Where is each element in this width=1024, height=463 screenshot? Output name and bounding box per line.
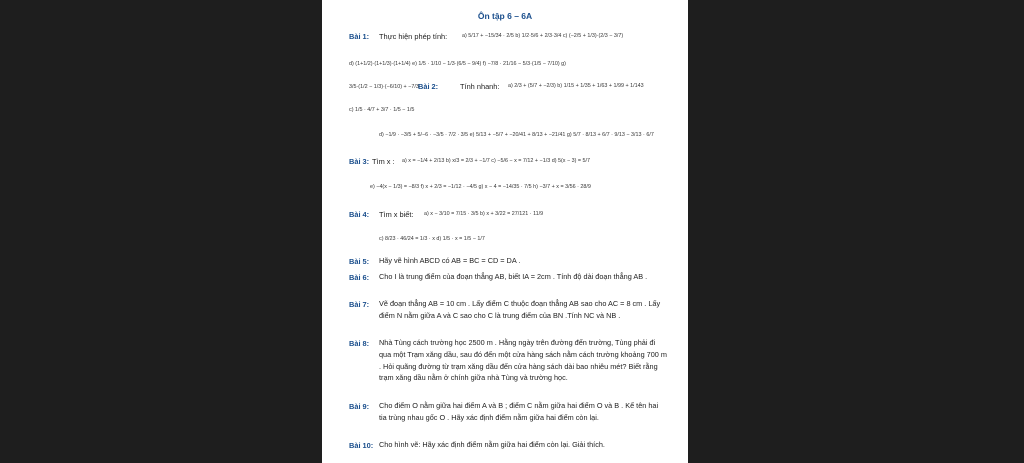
document-title: Ôn tập 6 – 6A (477, 11, 533, 21)
exercise-10-text: Cho hình vẽ: Hãy xác định điểm nằm giữa hai điểm còn lại. Giải thích. (379, 440, 605, 449)
exercise-6-text: Cho I là trung điểm của đoạn thẳng AB, biết IA = 2cm . Tính độ dài đoạn thẳng AB . (379, 272, 648, 281)
exercise-7-label: Bài 7: (349, 300, 370, 309)
exercise-7-text: Vẽ đoạn thẳng AB = 10 cm . Lấy điểm C thuộc đoạn thẳng AB sao cho AC = 8 cm . Lấy điểm N nằm giữa A và C sao cho C là trung điểm của BN .Tính NC và NB . (379, 299, 661, 320)
exercise-2-formula-line3: d) −1/9 · −3/5 + 5/−6 · −3/5 · 7/2 · 3/5 e) 5/13 + −5/7 + −20/41 + 8/13 + −21/41 g) 5/7 · 8/13 + 6/7 · 9/13 − 3/13 · 6/7 (379, 132, 654, 138)
exercise-1-formula-line2: d) (1+1/2)·(1+1/3)·(1+1/4) e) 1/5 · 1/10 − 1/3·(6/5 − 9/4) f) −7/8 · 21/16 − 5/3·(1/5 − 7/10) g) (349, 61, 566, 67)
exercise-4-formula-line2: c) 8/23 · 46/24 = 1/3 · x d) 1/5 · x = 1/5 − 1/7 (379, 236, 485, 242)
exercise-1-formula-line1: a) 5/17 + −15/34 · 2/5 b) 1/2·5/6 + 2/3·3/4 c) (−2/5 + 1/3)·(2/3 − 3/7) (462, 33, 624, 39)
exercise-3-formula-line2: e) −4(x − 1/3) = −8/3 f) x + 2/3 = −1/12 · −4/5 g) x − 4 = −14/35 · 7/5 h) −3/7 + x = 3/56 · 28/9 (370, 184, 591, 190)
exercise-1-formula-line3: 3/5·(1/2 − 1/3)·(−6/10) + −7/3 (349, 84, 419, 90)
exercise-4-label: Bài 4: (349, 210, 370, 219)
exercise-3-label: Bài 3: (349, 157, 370, 166)
exercise-9-label: Bài 9: (349, 402, 370, 411)
exercise-8-text: Nhà Tùng cách trường học 2500 m . Hằng ngày trên đường đến trường, Tùng phải đi qua một Trạm xăng dầu, sau đó đến một cửa hàng sách nằm cách trường khoảng 700 m . Hỏi quãng đường từ trạm xăng dầu đến cửa hàng sách dài bao nhiêu mét? Biết rằng trạm xăng dầu nằm ở chính giữa nhà Tùng và trường học. (379, 338, 667, 383)
exercise-1-text: Thực hiện phép tính: (379, 32, 448, 41)
exercise-1-label: Bài 1: (349, 32, 370, 41)
exercise-4-text: Tìm x biết: (379, 210, 414, 219)
exercise-2-label: Bài 2: (418, 82, 439, 91)
exercise-4-formula-line1: a) x − 3/10 = 7/15 · 3/5 b) x + 3/22 = 27/121 · 11/9 (424, 211, 544, 217)
exercise-3-text: Tìm x : (372, 157, 395, 166)
exercise-8-label: Bài 8: (349, 339, 370, 348)
exercise-5-text: Hãy vẽ hình ABCD có AB = BC = CD = DA . (379, 256, 521, 265)
exercise-5-label: Bài 5: (349, 257, 370, 266)
exercise-2-formula-line1: a) 2/3 + (5/7 + −2/3) b) 1/15 + 1/35 + 1/63 + 1/99 + 1/143 (508, 83, 644, 89)
exercise-2-formula-line2: c) 1/5 · 4/7 + 3/7 · 1/5 − 1/5 (349, 107, 415, 113)
document-page (322, 0, 688, 463)
exercise-9-text: Cho điểm O nằm giữa hai điểm A và B ; điểm C nằm giữa hai điểm O và B . Kể tên hai tia trùng nhau gốc O . Hãy xác định điểm nằm giữa hai điểm còn lại. (379, 401, 659, 422)
exercise-3-formula-line1: a) x = −1/4 + 2/13 b) x/3 = 2/3 + −1/7 c) −5/6 − x = 7/12 + −1/3 d) 5(x − 3) = 5/7 (402, 158, 591, 164)
exercise-6-label: Bài 6: (349, 273, 370, 282)
exercise-2-text: Tính nhanh: (460, 82, 500, 91)
exercise-10-label: Bài 10: (349, 441, 374, 450)
